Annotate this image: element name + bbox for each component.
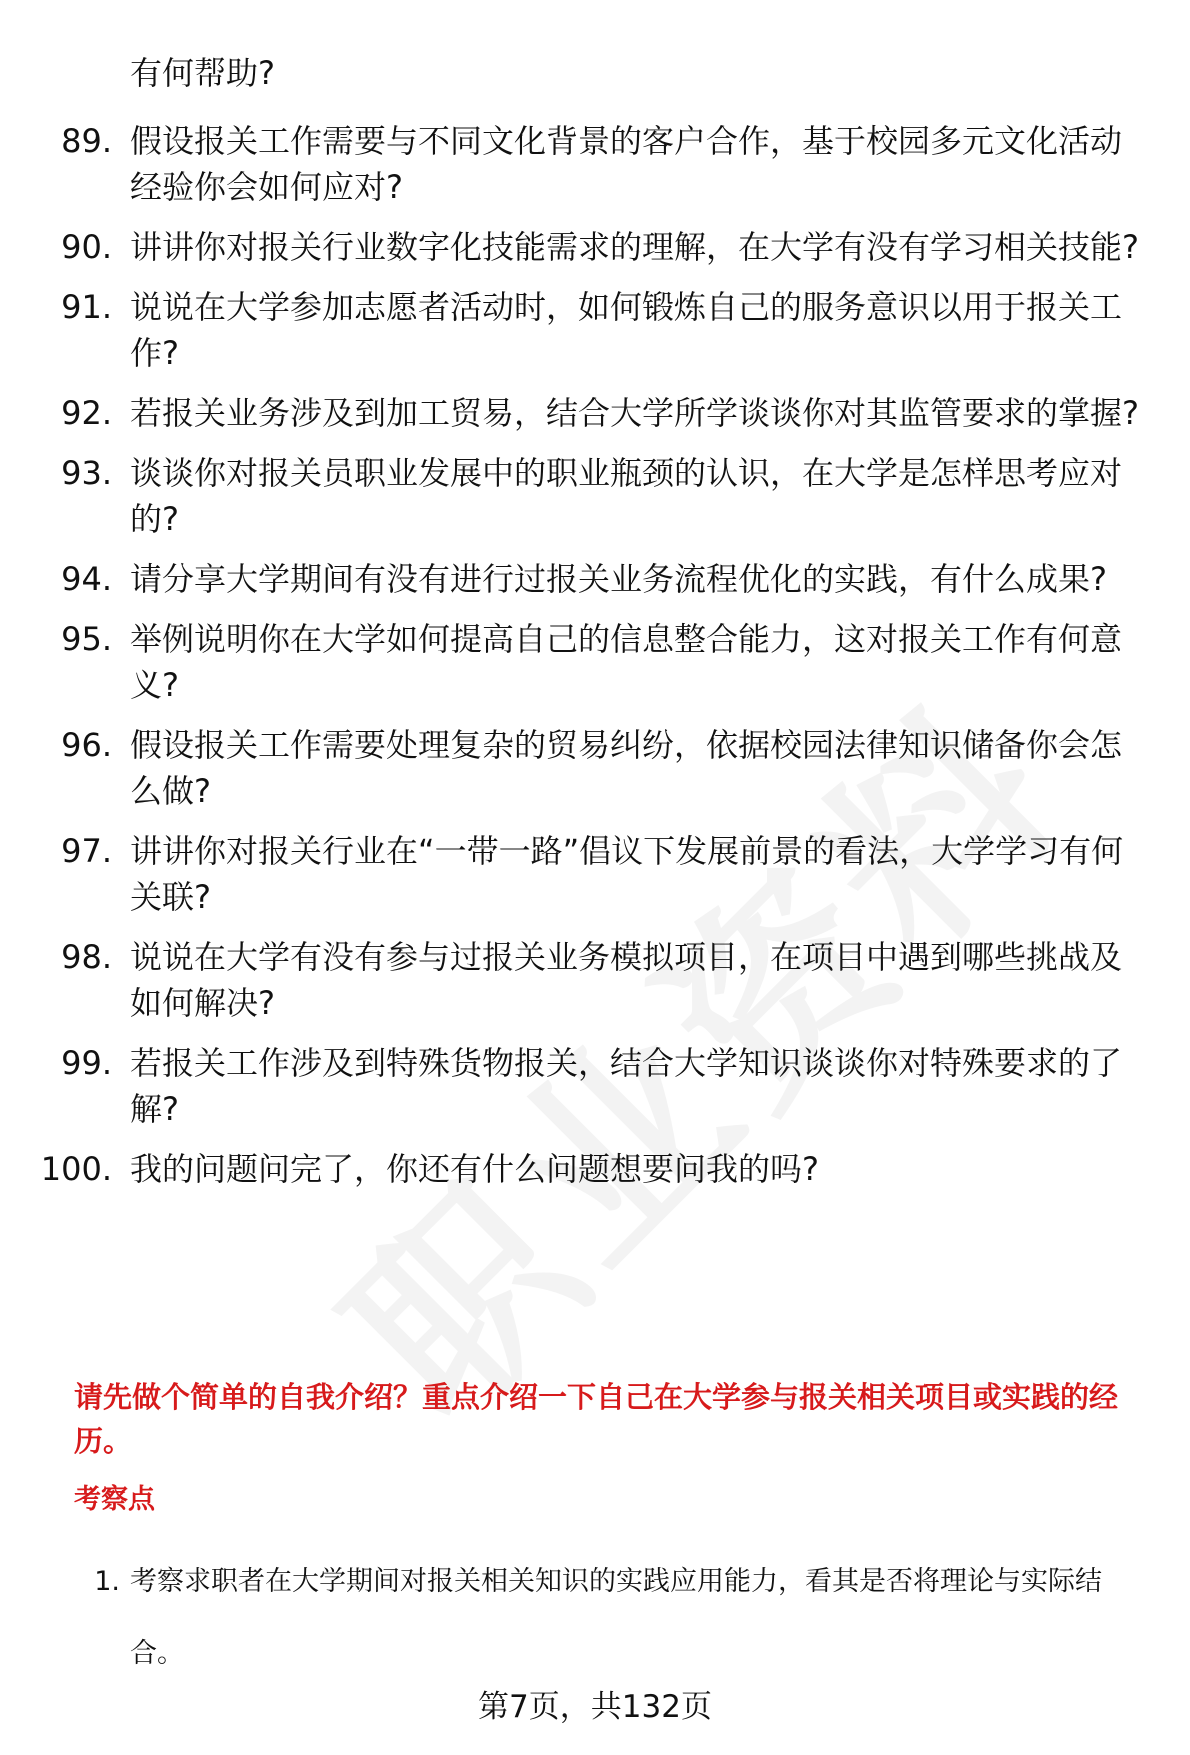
question-number: 89.	[61, 122, 112, 160]
question-number: 93.	[61, 454, 112, 492]
question-number: 99.	[61, 1044, 112, 1082]
question-item	[0, 934, 1190, 1026]
page-footer: 第7页，共132页	[478, 1689, 712, 1725]
question-list	[0, 118, 1190, 1206]
question-item	[0, 1146, 1190, 1192]
question-continuation: 有何帮助?	[130, 54, 275, 92]
question-item	[0, 556, 1190, 602]
question-number: 100.	[40, 1150, 112, 1188]
question-text: 若报关业务涉及到加工贸易，结合大学所学谈谈你对其监管要求的掌握?	[130, 394, 1139, 432]
point-number: 1.	[94, 1566, 120, 1597]
question-text: 请分享大学期间有没有进行过报关业务流程优化的实践，有什么成果?	[130, 560, 1107, 598]
question-item	[0, 1040, 1190, 1132]
question-number: 90.	[61, 228, 112, 266]
question-item	[0, 284, 1190, 376]
question-number: 94.	[61, 560, 112, 598]
question-text: 说说在大学参加志愿者活动时，如何锻炼自己的服务意识以用于报关工作?	[130, 288, 1123, 372]
question-item	[0, 118, 1190, 210]
question-text: 举例说明你在大学如何提高自己的信息整合能力，这对报关工作有何意义?	[130, 620, 1123, 704]
section-label: 考察点	[74, 1484, 155, 1515]
question-number: 97.	[61, 832, 112, 870]
question-text: 假设报关工作需要处理复杂的贸易纠纷，依据校园法律知识储备你会怎么做?	[130, 726, 1123, 810]
question-number: 91.	[61, 288, 112, 326]
question-item	[0, 224, 1190, 270]
question-number: 98.	[61, 938, 112, 976]
question-text: 假设报关工作需要与不同文化背景的客户合作，基于校园多元文化活动经验你会如何应对?	[130, 122, 1123, 206]
point-item	[0, 1546, 1190, 1690]
question-item	[0, 390, 1190, 436]
question-item	[0, 450, 1190, 542]
question-number: 92.	[61, 394, 112, 432]
question-text: 谈谈你对报关员职业发展中的职业瓶颈的认识，在大学是怎样思考应对的?	[130, 454, 1123, 538]
question-text: 讲讲你对报关行业数字化技能需求的理解，在大学有没有学习相关技能?	[130, 228, 1139, 266]
question-text: 我的问题问完了，你还有什么问题想要问我的吗?	[130, 1150, 819, 1188]
question-text: 说说在大学有没有参与过报关业务模拟项目，在项目中遇到哪些挑战及如何解决?	[130, 938, 1123, 1022]
question-number: 95.	[61, 620, 112, 658]
question-item	[0, 616, 1190, 708]
question-text: 讲讲你对报关行业在“一带一路”倡议下发展前景的看法，大学学习有何关联?	[130, 832, 1124, 916]
question-number: 96.	[61, 726, 112, 764]
point-text: 考察求职者在大学期间对报关相关知识的实践应用能力，看其是否将理论与实际结合。	[130, 1566, 1102, 1669]
question-item	[0, 828, 1190, 920]
question-text: 若报关工作涉及到特殊货物报关，结合大学知识谈谈你对特殊要求的了解?	[130, 1044, 1123, 1128]
answer-heading: 请先做个简单的自我介绍？重点介绍一下自己在大学参与报关相关项目或实践的经历。	[74, 1380, 1119, 1458]
question-item	[0, 722, 1190, 814]
